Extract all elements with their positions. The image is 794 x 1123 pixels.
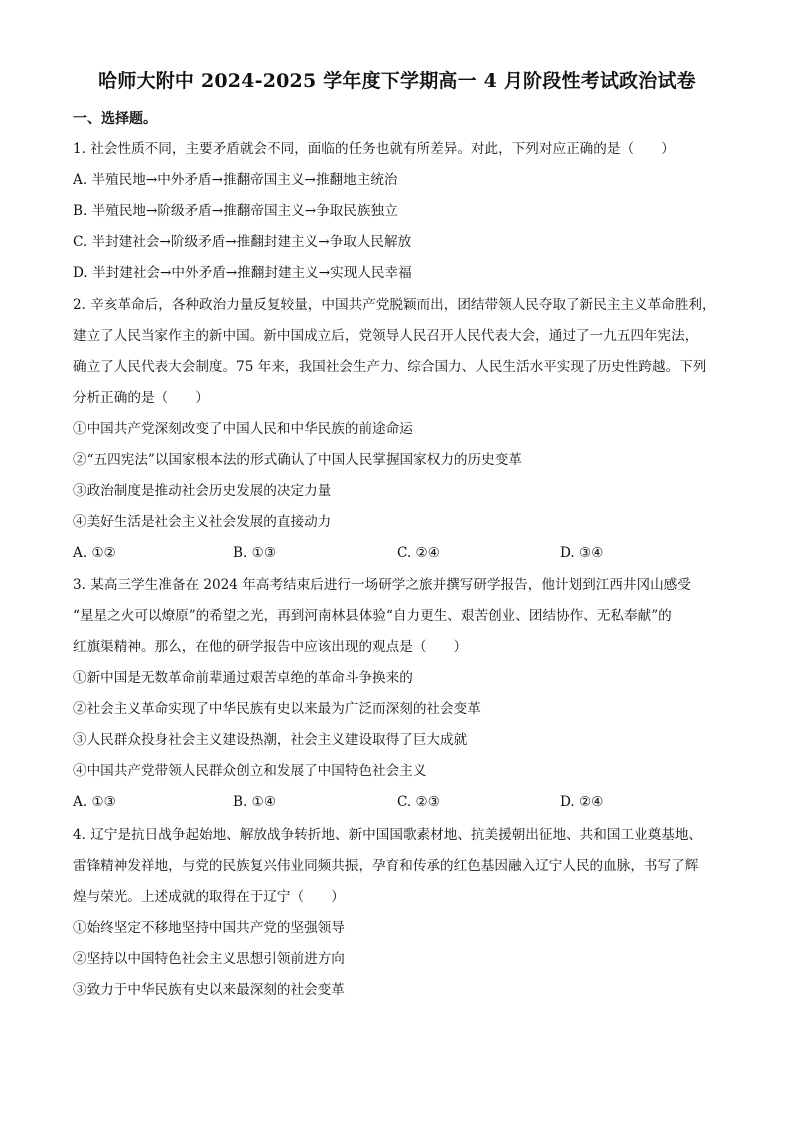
statement-2: ②社会主义革命实现了中华民族有史以来最为广泛而深刻的社会变革 [73, 701, 481, 717]
question-stem-line: 1. 社会性质不同，主要矛盾就会不同，面临的任务也就有所差异。对此，下列对应正确的是（ ） [73, 141, 675, 157]
question-stem-line: 2. 辛亥革命后，各种政治力量反复较量，中国共产党脱颖而出，团结带领人民夺取了新民主主义革命胜利， [73, 297, 716, 313]
statement-4: ④美好生活是社会主义社会发展的直接动力 [73, 514, 332, 530]
question-stem-line: 确立了人民代表大会制度。75 年来，我国社会生产力、综合国力、人民生活水平实现了历史性跨越。下列 [73, 359, 707, 375]
answer-options [73, 538, 733, 569]
question-3 [73, 570, 733, 818]
question-stem-line: 建立了人民当家作主的新中国。新中国成立后，党领导人民召开人民代表大会，通过了一九五四年宪法， [73, 328, 699, 344]
statement-4: ④中国共产党带领人民群众创立和发展了中国特色社会主义 [73, 763, 427, 779]
option-d: D. ③④ [560, 545, 604, 561]
option-b: B. ①③ [233, 545, 277, 561]
answer-options [73, 787, 733, 818]
statement-2: ②坚持以中国特色社会主义思想引领前进方向 [73, 951, 345, 967]
option-c: C. ②④ [397, 545, 440, 561]
statement-3: ③人民群众投身社会主义建设热潮，社会主义建设取得了巨大成就 [73, 732, 468, 748]
statement-2: ②“五四宪法”以国家根本法的形式确认了中国人民掌握国家权力的历史变革 [73, 452, 522, 468]
option-c: C. ②③ [397, 794, 440, 810]
question-stem-line: 4. 辽宁是抗日战争起始地、解放战争转折地、新中国国歌素材地、抗美援朝出征地、共和国工业奠基地、 [73, 827, 703, 843]
question-stem-line: 煌与荣光。上述成就的取得在于辽宁（ ） [73, 889, 345, 905]
choice-d: D. 半封建社会→中外矛盾→推翻封建主义→实现人民幸福 [73, 265, 412, 281]
statement-1: ①新中国是无数革命前辈通过艰苦卓绝的革命斗争换来的 [73, 670, 413, 686]
question-4 [73, 820, 733, 1006]
exam-title: 哈师大附中 2024-2025 学年度下学期高一 4 月阶段性考试政治试卷 [98, 70, 696, 92]
choice-a: A. 半殖民地→中外矛盾→推翻帝国主义→推翻地主统治 [73, 172, 398, 188]
question-stem-line: 分析正确的是（ ） [73, 390, 209, 406]
choice-b: B. 半殖民地→阶级矛盾→推翻帝国主义→争取民族独立 [73, 203, 398, 219]
statement-3: ③政治制度是推动社会历史发展的决定力量 [73, 483, 332, 499]
choice-c: C. 半封建社会→阶级矛盾→推翻封建主义→争取人民解放 [73, 234, 412, 250]
question-stem-line: “星星之火可以燎原”的希望之光，再到河南林县体验“自力更生、艰苦创业、团结协作、无私奉献”的 [73, 608, 672, 624]
section-heading: 一、选择题。 [73, 111, 157, 127]
statement-1: ①中国共产党深刻改变了中国人民和中华民族的前途命运 [73, 421, 413, 437]
question-stem-line: 雷锋精神发祥地，与党的民族复兴伟业同频共振，孕育和传承的红色基因融入辽宁人民的血脉，书写了辉 [73, 858, 699, 874]
option-d: D. ②④ [560, 794, 604, 810]
option-a: A. ①③ [73, 794, 116, 810]
question-2 [73, 290, 733, 569]
question-stem-line: 3. 某高三学生准备在 2024 年高考结束后进行一场研学之旅并撰写研学报告，他计划到江西井冈山感受 [73, 577, 691, 593]
statement-1: ①始终坚定不移地坚持中国共产党的坚强领导 [73, 920, 345, 936]
question-stem-line: 红旗渠精神。那么，在他的研学报告中应该出现的观点是（ ） [73, 639, 468, 655]
question-1 [73, 134, 733, 289]
statement-3: ③致力于中华民族有史以来最深刻的社会变革 [73, 982, 345, 998]
option-b: B. ①④ [233, 794, 277, 810]
option-a: A. ①② [73, 545, 116, 561]
